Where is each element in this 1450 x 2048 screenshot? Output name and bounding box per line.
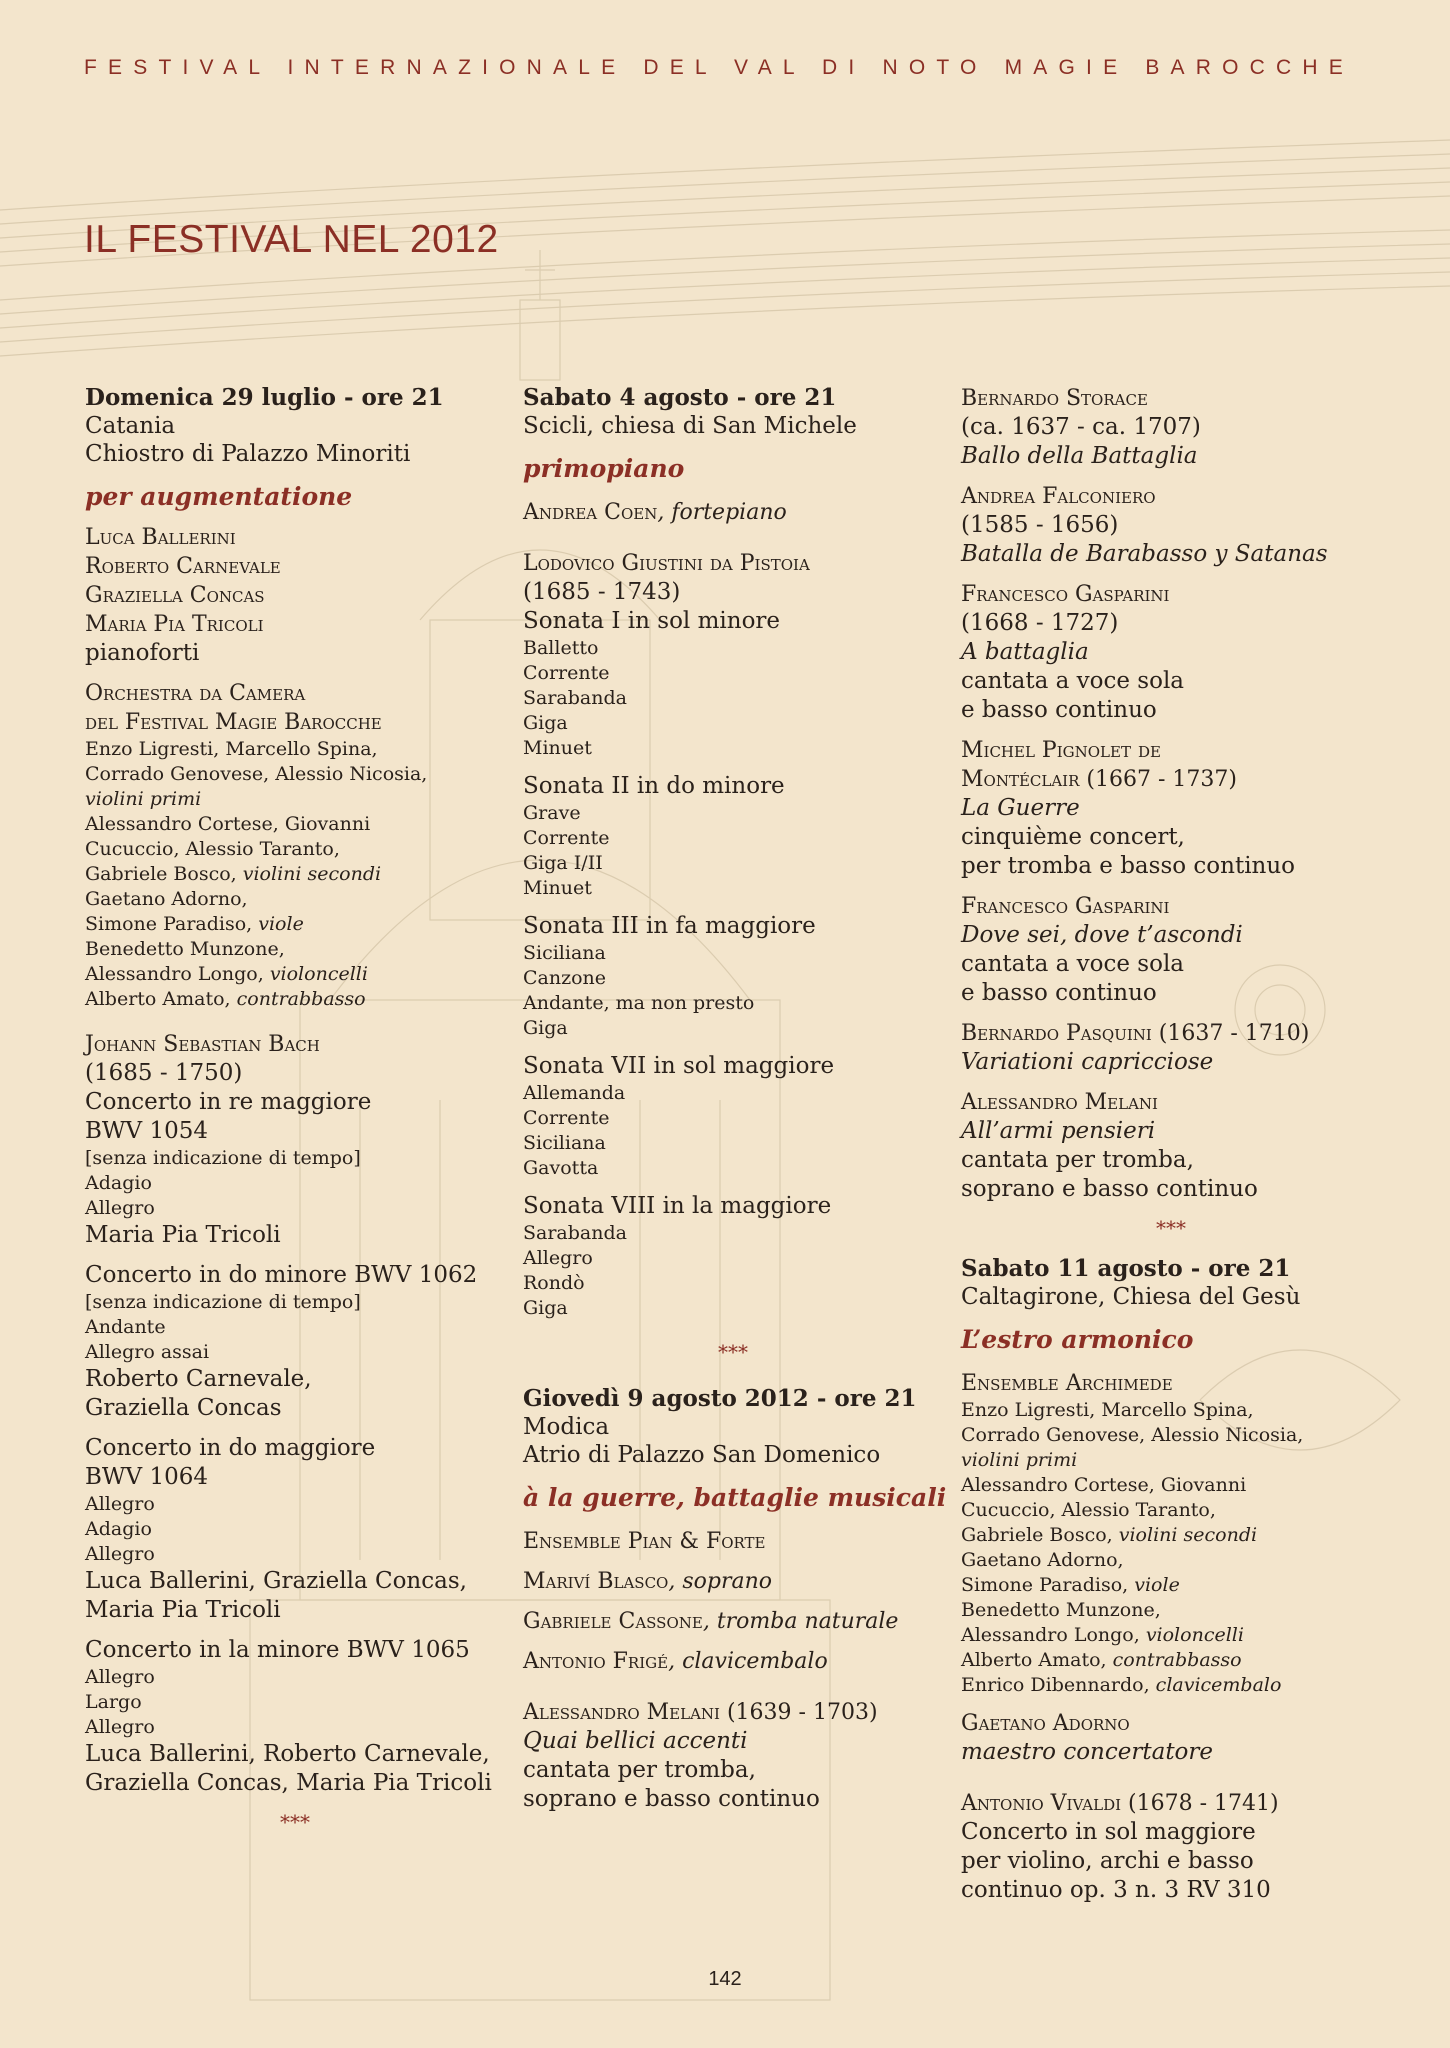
text-line <box>961 1738 1381 1767</box>
text-line: Concerto in la minore BWV 1065 <box>85 1637 470 1663</box>
program-text <box>961 794 1381 881</box>
italic-text: Batalla de Barabasso y Satanas <box>961 541 1328 567</box>
text-line: Modica <box>523 1414 610 1440</box>
text-run: Alberto Amato, <box>85 988 237 1010</box>
text-line <box>961 609 1381 638</box>
text-line <box>85 937 505 962</box>
performer-or-composer <box>961 1789 1381 1818</box>
text-line: *** <box>280 1810 310 1834</box>
text-run: Gabriele Bosco, <box>85 863 243 885</box>
text-run: cantata a voce sola <box>961 668 1185 694</box>
text-line: primopiano <box>523 454 685 483</box>
movement-or-roster <box>85 1665 505 1740</box>
text-run: Cucuccio, Alessio Taranto, <box>961 1499 1216 1521</box>
text-run: Enrico Dibennardo, <box>961 1674 1156 1696</box>
performer-or-composer <box>961 1088 1381 1117</box>
italic-text: violoncelli <box>269 963 368 985</box>
text-line <box>961 638 1381 667</box>
text-line: Corrente <box>523 662 610 684</box>
performer-or-composer <box>523 549 943 578</box>
text-line <box>961 540 1381 569</box>
program-text <box>523 1727 943 1814</box>
italic-text: A battaglia <box>961 639 1089 665</box>
italic-text: contrabbasso <box>1112 1649 1242 1671</box>
text-run: Mariví Blasco <box>523 1569 669 1594</box>
text-line: Graziella Concas <box>85 1395 282 1421</box>
italic-text: viole <box>1134 1574 1180 1596</box>
text-line: Concerto in do minore BWV 1062 <box>85 1262 478 1288</box>
movement-or-roster <box>523 801 943 901</box>
text-line <box>961 921 1381 950</box>
performer-or-composer <box>85 679 505 737</box>
text-run: Cucuccio, Alessio Taranto, <box>85 838 340 860</box>
text-line <box>85 962 505 987</box>
performer-or-composer <box>523 1698 943 1727</box>
italic-text: violini secondi <box>1118 1524 1258 1546</box>
performer-or-composer <box>961 1019 1381 1048</box>
text-line: Catania <box>85 413 176 439</box>
text-line: del Festival Magie Barocche <box>85 710 382 735</box>
italic-text: , soprano <box>668 1569 772 1594</box>
text-line: [senza indicazione di tempo] <box>85 1291 361 1313</box>
text-line: Canzone <box>523 967 607 989</box>
text-line: Graziella Concas, Maria Pia Tricoli <box>85 1770 492 1796</box>
text-line: Giga <box>523 1017 568 1039</box>
text-line <box>961 1117 1381 1146</box>
text-run: Alberto Amato, <box>961 1649 1113 1671</box>
text-run: per tromba e basso continuo <box>961 853 1296 879</box>
text-line: Giga <box>523 712 568 734</box>
program-text <box>961 1738 1381 1767</box>
text-line: Luca Ballerini, Graziella Concas, <box>85 1568 467 1594</box>
text-run: Gabriele Bosco, <box>961 1524 1119 1546</box>
page-title: IL FESTIVAL NEL 2012 <box>84 218 499 261</box>
text-line: Andante, ma non presto <box>523 992 755 1014</box>
text-line: Maria Pia Tricoli <box>85 612 264 637</box>
text-run: Alessandro Cortese, Giovanni <box>85 813 371 835</box>
text-line: Chiostro di Palazzo Minoriti <box>85 441 411 467</box>
text-line: Allemanda <box>523 1082 626 1104</box>
text-line: Adagio <box>85 1518 152 1540</box>
text-line: Francesco Gasparini <box>961 894 1170 919</box>
page-number: 142 <box>708 1968 742 1990</box>
text-line: Rondò <box>523 1272 585 1294</box>
text-line <box>85 812 505 837</box>
italic-text: All’armi pensieri <box>961 1118 1156 1144</box>
performer-or-composer <box>523 1567 943 1596</box>
text-run: cantata a voce sola <box>961 951 1185 977</box>
performer-or-composer <box>961 892 1381 921</box>
program-text <box>85 1567 505 1625</box>
text-line <box>523 1647 943 1676</box>
text-line: Luca Ballerini, Roberto Carnevale, <box>85 1741 490 1767</box>
program-title <box>523 1483 947 1513</box>
text-run: Andrea Coen <box>523 500 658 525</box>
text-line: Francesco Gasparini <box>961 582 1170 607</box>
text-line: Caltagirone, Chiesa del Gesù <box>961 1284 1301 1310</box>
text-line: Sabato 4 agosto - ore 21 <box>523 384 837 411</box>
movement-or-roster <box>85 1146 505 1221</box>
text-run: (1667 - 1737) <box>1079 767 1237 792</box>
concert-date <box>85 384 505 412</box>
text-line: à la guerre, battaglie musicali <box>523 1483 947 1512</box>
concert-date <box>523 384 943 412</box>
text-run: (1678 - 1741) <box>1121 1791 1279 1816</box>
text-line <box>961 1789 1381 1818</box>
italic-text: violini primi <box>85 788 202 810</box>
text-run: (1637 - 1710) <box>1151 1021 1310 1046</box>
movement-or-roster <box>523 1221 943 1321</box>
performer-or-composer <box>85 1030 505 1059</box>
text-line: Sonata III in fa maggiore <box>523 913 816 939</box>
text-line: per augmentatione <box>85 482 353 511</box>
text-line <box>85 837 505 862</box>
text-line <box>961 1473 1381 1498</box>
text-line: *** <box>1156 1216 1186 1240</box>
text-run: (ca. 1637 - ca. 1707) <box>961 414 1201 440</box>
text-line: Balletto <box>523 637 599 659</box>
text-line: per violino, archi e basso <box>961 1848 1254 1874</box>
section-divider <box>961 1215 1381 1241</box>
text-line <box>961 413 1381 442</box>
text-line: Giga <box>523 1297 568 1319</box>
program-text <box>85 1636 505 1665</box>
concert-venue <box>523 1413 943 1469</box>
performer-or-composer <box>523 1647 943 1676</box>
movement-or-roster <box>85 1492 505 1567</box>
program-text <box>961 1048 1381 1077</box>
text-line <box>961 852 1381 881</box>
text-line: Concerto in do maggiore <box>85 1435 376 1461</box>
text-line <box>961 1648 1381 1673</box>
text-line: Roberto Carnevale <box>85 554 281 579</box>
text-line: Scicli, chiesa di San Michele <box>523 413 857 439</box>
section-divider <box>85 1809 505 1835</box>
text-line: Domenica 29 luglio - ore 21 <box>85 384 444 411</box>
italic-text: clavicembalo <box>1155 1674 1282 1696</box>
performer-or-composer <box>961 1709 1381 1738</box>
text-run: Montéclair <box>961 767 1080 792</box>
program-text <box>523 912 943 941</box>
text-line <box>961 442 1381 471</box>
program-text <box>961 609 1381 725</box>
program-text <box>523 772 943 801</box>
text-line: Concerto in re maggiore <box>85 1089 372 1115</box>
text-line <box>961 1573 1381 1598</box>
text-run: soprano e basso continuo <box>523 1786 820 1812</box>
text-line <box>523 498 943 527</box>
text-line: Graziella Concas <box>85 583 265 608</box>
text-line: Corrente <box>523 827 610 849</box>
text-line: Ensemble Archimede <box>961 1371 1173 1396</box>
text-line <box>961 736 1381 765</box>
text-run: Antonio Vivaldi <box>961 1791 1122 1816</box>
text-line: Allegro assai <box>85 1341 210 1363</box>
text-line <box>85 737 505 762</box>
text-line <box>961 1175 1381 1204</box>
italic-text: maestro concertatore <box>961 1739 1214 1765</box>
text-line: Concerto in sol maggiore <box>961 1819 1256 1845</box>
performer-or-composer <box>523 1527 943 1556</box>
text-line: Maria Pia Tricoli <box>85 1222 281 1248</box>
text-line <box>85 787 505 812</box>
italic-text: contrabbasso <box>236 988 366 1010</box>
text-line: Sonata II in do minore <box>523 773 785 799</box>
text-line <box>85 862 505 887</box>
text-line: Giga I/II <box>523 852 603 874</box>
text-line <box>961 1019 1381 1048</box>
italic-text: violini primi <box>961 1449 1078 1471</box>
text-run: Gabriele Cassone <box>523 1609 703 1634</box>
text-line <box>85 912 505 937</box>
text-line: Siciliana <box>523 1132 606 1154</box>
text-line <box>961 1498 1381 1523</box>
text-line <box>961 1146 1381 1175</box>
program-column-3 <box>961 384 1381 1905</box>
text-line: Luca Ballerini <box>85 525 236 550</box>
text-line: Sonata I in sol minore <box>523 608 781 634</box>
program-text <box>85 1365 505 1423</box>
text-line: BWV 1054 <box>85 1118 208 1144</box>
text-line: Andrea Falconiero <box>961 484 1156 509</box>
text-line <box>961 979 1381 1008</box>
text-line: Corrente <box>523 1107 610 1129</box>
concert-venue <box>523 412 943 440</box>
program-text <box>85 1059 505 1146</box>
italic-text: Variationi capricciose <box>961 1049 1214 1075</box>
text-line: Allegro <box>85 1716 155 1738</box>
text-line <box>961 950 1381 979</box>
text-line <box>961 696 1381 725</box>
text-run: cantata per tromba, <box>961 1147 1194 1173</box>
text-line: Bernardo Storace <box>961 386 1148 411</box>
text-line: Sabato 11 agosto - ore 21 <box>961 1255 1291 1282</box>
program-text <box>85 1740 505 1798</box>
text-run: Gaetano Adorno, <box>85 888 248 910</box>
program-text <box>85 1434 505 1492</box>
instrument-label <box>85 639 505 668</box>
text-run: Simone Paradiso, <box>961 1574 1135 1596</box>
text-run: Corrado Genovese, Alessio Nicosia, <box>961 1424 1304 1446</box>
program-column-2 <box>523 384 947 1814</box>
text-run: cinquième concert, <box>961 824 1185 850</box>
movement-or-roster <box>85 737 505 1012</box>
text-line: Sonata VIII in la maggiore <box>523 1193 832 1219</box>
text-run: Simone Paradiso, <box>85 913 259 935</box>
performer-or-composer <box>961 1369 1381 1398</box>
text-line <box>523 1785 943 1814</box>
text-run: (1639 - 1703) <box>719 1700 878 1725</box>
text-line: (1685 - 1743) <box>523 579 681 605</box>
text-line: continuo op. 3 n. 3 RV 310 <box>961 1877 1271 1903</box>
text-line: Gaetano Adorno <box>961 1711 1130 1736</box>
text-line: BWV 1064 <box>85 1464 208 1490</box>
italic-text: , fortepiano <box>657 500 787 525</box>
text-run: (1585 - 1656) <box>961 512 1119 538</box>
text-run: cantata per tromba, <box>523 1757 756 1783</box>
text-line: Allegro <box>523 1247 593 1269</box>
italic-text: violini secondi <box>242 863 382 885</box>
text-line: Minuet <box>523 877 592 899</box>
text-run: Michel Pignolet de <box>961 738 1161 763</box>
text-line: pianoforti <box>85 640 200 666</box>
concert-date <box>523 1385 943 1413</box>
text-line: Minuet <box>523 737 592 759</box>
program-title <box>961 1325 1381 1355</box>
concert-venue <box>961 1283 1381 1311</box>
text-line <box>961 1048 1381 1077</box>
text-run: soprano e basso continuo <box>961 1176 1258 1202</box>
text-line <box>961 1548 1381 1573</box>
text-line <box>961 1623 1381 1648</box>
text-line: Orchestra da Camera <box>85 681 306 706</box>
text-line: Largo <box>85 1691 142 1713</box>
text-line <box>961 1398 1381 1423</box>
text-line <box>961 1598 1381 1623</box>
performer-or-composer <box>961 384 1381 413</box>
text-run: Antonio Frigé <box>523 1649 669 1674</box>
text-line <box>523 1756 943 1785</box>
italic-text: viole <box>258 913 304 935</box>
program-text <box>961 413 1381 471</box>
concert-venue <box>85 412 505 468</box>
text-line: Allegro <box>85 1197 155 1219</box>
movement-or-roster <box>523 1081 943 1181</box>
text-line: Giovedì 9 agosto 2012 - ore 21 <box>523 1385 917 1412</box>
performer-or-composer <box>523 1607 943 1636</box>
program-title <box>523 454 943 484</box>
text-line: Sonata VII in sol maggiore <box>523 1053 835 1079</box>
text-line: Allegro <box>85 1493 155 1515</box>
text-line <box>85 887 505 912</box>
italic-text: Quai bellici accenti <box>523 1728 748 1754</box>
text-line <box>961 1523 1381 1548</box>
text-line <box>961 667 1381 696</box>
performer-or-composer <box>961 580 1381 609</box>
text-line: (1685 - 1750) <box>85 1060 243 1086</box>
text-run: Gaetano Adorno, <box>961 1549 1124 1571</box>
text-line <box>523 1567 943 1596</box>
text-line <box>523 1698 943 1727</box>
movement-or-roster <box>961 1398 1381 1698</box>
program-text <box>961 921 1381 1008</box>
program-text <box>961 1818 1381 1905</box>
performer-or-composer <box>85 523 505 639</box>
text-line: Siciliana <box>523 942 606 964</box>
text-line: Maria Pia Tricoli <box>85 1597 281 1623</box>
movement-or-roster <box>523 941 943 1041</box>
text-line <box>961 511 1381 540</box>
program-column-1 <box>85 384 505 1835</box>
text-run: (1668 - 1727) <box>961 610 1119 636</box>
text-run: e basso continuo <box>961 697 1157 723</box>
program-text <box>523 1052 943 1081</box>
italic-text: , tromba naturale <box>702 1609 899 1634</box>
text-line <box>961 794 1381 823</box>
text-run: e basso continuo <box>961 980 1157 1006</box>
text-line: *** <box>718 1340 748 1364</box>
italic-text: Dove sei, dove t’ascondi <box>961 922 1243 948</box>
text-run: Bernardo Pasquini <box>961 1021 1152 1046</box>
text-line: Johann Sebastian Bach <box>85 1032 320 1057</box>
performer-or-composer <box>961 736 1381 794</box>
performer-or-composer <box>961 482 1381 511</box>
text-line: Atrio di Palazzo San Domenico <box>523 1442 881 1468</box>
text-line: Adagio <box>85 1172 152 1194</box>
text-line <box>961 765 1381 794</box>
text-line: Sarabanda <box>523 1222 627 1244</box>
text-line: Ensemble Pian & Forte <box>523 1529 766 1554</box>
text-line: [senza indicazione di tempo] <box>85 1147 361 1169</box>
text-line <box>961 1448 1381 1473</box>
text-run: Benedetto Munzone, <box>961 1599 1161 1621</box>
text-line: Andante <box>85 1316 166 1338</box>
text-run: Alessandro Longo, <box>961 1624 1146 1646</box>
program-text <box>85 1221 505 1250</box>
italic-text: violoncelli <box>1145 1624 1244 1646</box>
text-line <box>961 1673 1381 1698</box>
program-text <box>85 1261 505 1290</box>
movement-or-roster <box>85 1290 505 1365</box>
movement-or-roster <box>523 636 943 761</box>
section-divider <box>523 1339 943 1365</box>
concert-date <box>961 1255 1381 1283</box>
text-run: Enzo Ligresti, Marcello Spina, <box>85 738 378 760</box>
text-run: Enzo Ligresti, Marcello Spina, <box>961 1399 1254 1421</box>
program-text <box>961 1117 1381 1204</box>
text-line: Grave <box>523 802 581 824</box>
text-run: Alessandro Cortese, Giovanni <box>961 1474 1247 1496</box>
text-run: Alessandro Melani <box>523 1700 720 1725</box>
text-line <box>961 1423 1381 1448</box>
italic-text: , clavicembalo <box>668 1649 828 1674</box>
text-line: Gavotta <box>523 1157 599 1179</box>
program-text <box>523 578 943 636</box>
program-text <box>523 1192 943 1221</box>
text-run: Corrado Genovese, Alessio Nicosia, <box>85 763 428 785</box>
program-title <box>85 482 505 512</box>
running-header: FESTIVAL INTERNAZIONALE DEL VAL DI NOTO MAGIE BAROCCHE <box>84 56 1354 79</box>
text-line: L’estro armonico <box>961 1325 1194 1354</box>
text-line: Roberto Carnevale, <box>85 1366 312 1392</box>
italic-text: Ballo della Battaglia <box>961 443 1198 469</box>
text-line: Allegro <box>85 1666 155 1688</box>
text-line: Allegro <box>85 1543 155 1565</box>
text-line: Alessandro Melani <box>961 1090 1158 1115</box>
text-line: Sarabanda <box>523 687 627 709</box>
italic-text: La Guerre <box>961 795 1080 821</box>
text-line <box>85 987 505 1012</box>
text-line <box>523 1607 943 1636</box>
text-run: Benedetto Munzone, <box>85 938 285 960</box>
program-text <box>961 511 1381 569</box>
text-run: Alessandro Longo, <box>85 963 270 985</box>
text-line <box>961 823 1381 852</box>
text-line: Lodovico Giustini da Pistoia <box>523 551 810 576</box>
text-line <box>85 762 505 787</box>
text-line <box>523 1727 943 1756</box>
performer-or-composer <box>523 498 943 527</box>
